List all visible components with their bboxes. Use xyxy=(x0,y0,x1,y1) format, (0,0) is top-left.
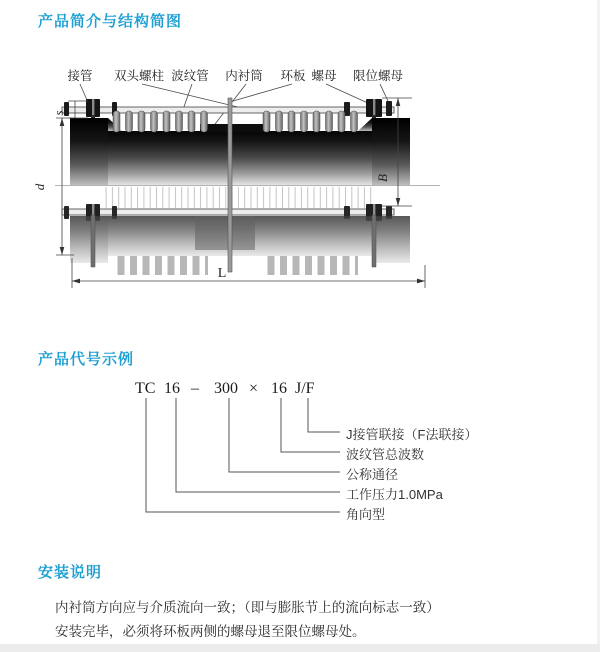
expl-nominal-diameter: 公称通径 xyxy=(346,467,399,482)
expl-working-pressure: 工作压力1.0MPa xyxy=(346,487,443,502)
code-seg-diameter: 300 xyxy=(214,380,238,397)
install-note-1: 内衬筒方向应与介质流向一致；（即与膨胀节上的流向标志一致） xyxy=(55,600,440,615)
expansion-joint-diagram xyxy=(30,60,480,310)
section-title-install: 安装说明 xyxy=(38,564,103,581)
dim-s: s xyxy=(51,110,66,116)
left-end-pipe xyxy=(70,118,108,185)
code-seg-times: × xyxy=(249,380,259,397)
label-double-end-stud: 双头螺柱 xyxy=(113,69,165,83)
code-seg-type: TC xyxy=(135,380,156,397)
section-title-code: 产品代号示例 xyxy=(38,351,135,368)
code-seg-waves: 16 xyxy=(271,380,287,397)
part-labels xyxy=(67,68,403,83)
label-limit-nut: 限位螺母 xyxy=(352,69,404,83)
expl-wave-count: 波纹管总波数 xyxy=(346,447,425,462)
left-stud-end xyxy=(91,215,95,267)
expl-connection: J接管联接（F法联接） xyxy=(346,427,478,442)
bellows-shell xyxy=(105,131,375,185)
inner-liner-cap xyxy=(200,124,270,132)
expl-angular-type: 角向型 xyxy=(346,507,386,522)
label-ring-plate: 环板 xyxy=(280,69,306,83)
section-title-intro: 产品简介与结构简图 xyxy=(38,13,183,30)
label-connecting-pipe: 接管 xyxy=(67,69,93,83)
install-note-2: 安装完毕，必须将环板两侧的螺母退至限位螺母处。 xyxy=(55,624,366,639)
label-nut: 螺母 xyxy=(311,69,337,83)
label-inner-liner: 内衬筒 xyxy=(225,69,263,83)
page-edge-bottom xyxy=(0,644,600,652)
code-seg-pressure: 16 xyxy=(164,380,180,397)
code-callout-lines xyxy=(0,395,600,530)
diagram-svg xyxy=(30,60,480,310)
code-seg-connection: J/F xyxy=(295,380,315,397)
dim-B: B xyxy=(375,174,390,182)
label-bellows: 波纹管 xyxy=(171,69,209,83)
code-seg-dash: – xyxy=(191,380,199,397)
lower-half xyxy=(62,187,410,275)
right-stud-end xyxy=(372,215,376,267)
dim-L: L xyxy=(217,266,227,281)
ring-plate xyxy=(228,98,232,272)
upper-body xyxy=(70,118,410,185)
dim-d: d xyxy=(32,183,47,191)
